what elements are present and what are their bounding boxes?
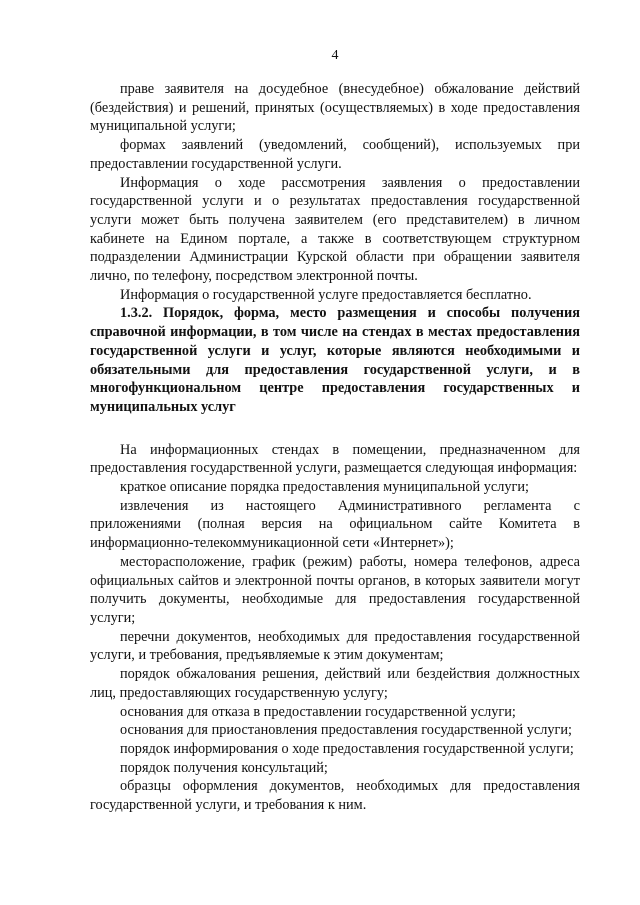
intro-paragraph-3: Информация о ходе рассмотрения заявления о предоставлении государственной услуги и о результатах предоставления государственной услуги может быть получена заявителем (его представителем) в личном кабинете на Едином портале, а также в соответствующем структурном подразделении Администрации Курской области при обращении заявителя лично, по телефону, посредством электронной почты. — [90, 174, 580, 285]
intro-paragraph-1: праве заявителя на досудебное (внесудебное) обжалование действий (бездействия) и решений, принятых (осуществляемых) в ходе предоставления муниципальной услуги; — [90, 81, 580, 135]
document-body — [90, 80, 580, 815]
stand-list-item: порядок информирования о ходе предоставления государственной услуги; — [120, 740, 574, 757]
section-heading: 1.3.2. Порядок, форма, место размещения и способы получения справочной информации, в том числе на стендах в местах предоставления государственной услуги и услуг, которые являются необходимыми и обязательными для предоставления государственной услуги, и в многофункциональном центре предоставления государственных и муниципальных услуг — [90, 305, 580, 415]
stand-list-item: извлечения из настоящего Административного регламента с приложениями (полная версия на официальном сайте Комитета в информационно-телекоммуникационной сети «Интернет»); — [90, 497, 580, 552]
stand-list-item: образцы оформления документов, необходимых для предоставления государственной услуги, и требования к ним. — [90, 778, 580, 814]
stand-list-item: краткое описание порядка предоставления муниципальной услуги; — [120, 479, 529, 496]
stand-list-item: порядок обжалования решения, действий или бездействия должностных лиц, предоставляющих государственную услугу; — [90, 666, 580, 701]
stand-list-item: основания для отказа в предоставлении государственной услуги; — [120, 703, 516, 720]
page-number: 4 — [331, 48, 339, 63]
intro-paragraph-2: формах заявлений (уведомлений, сообщений), используемых при предоставлении государственной услуги. — [90, 137, 580, 172]
stand-list-item: перечни документов, необходимых для предоставления государственной услуги, и требования, предъявляемые к этим документам; — [90, 628, 580, 664]
intro-paragraph-4: Информация о государственной услуге предоставляется бесплатно. — [120, 286, 532, 303]
stand-intro-paragraph: На информационных стендах в помещении, предназначенном для предоставления государственной услуги, размещается следующая информация: — [90, 441, 580, 477]
stand-list-item: порядок получения консультаций; — [120, 759, 328, 776]
stand-list-item: основания для приостановления предоставления государственной услуги; — [120, 722, 573, 739]
stand-list-item: месторасположение, график (режим) работы, номера телефонов, адреса официальных сайтов и электронной почты органов, в которых заявители могут получить документы, необходимые для предоставления государственной услуги; — [90, 553, 580, 626]
